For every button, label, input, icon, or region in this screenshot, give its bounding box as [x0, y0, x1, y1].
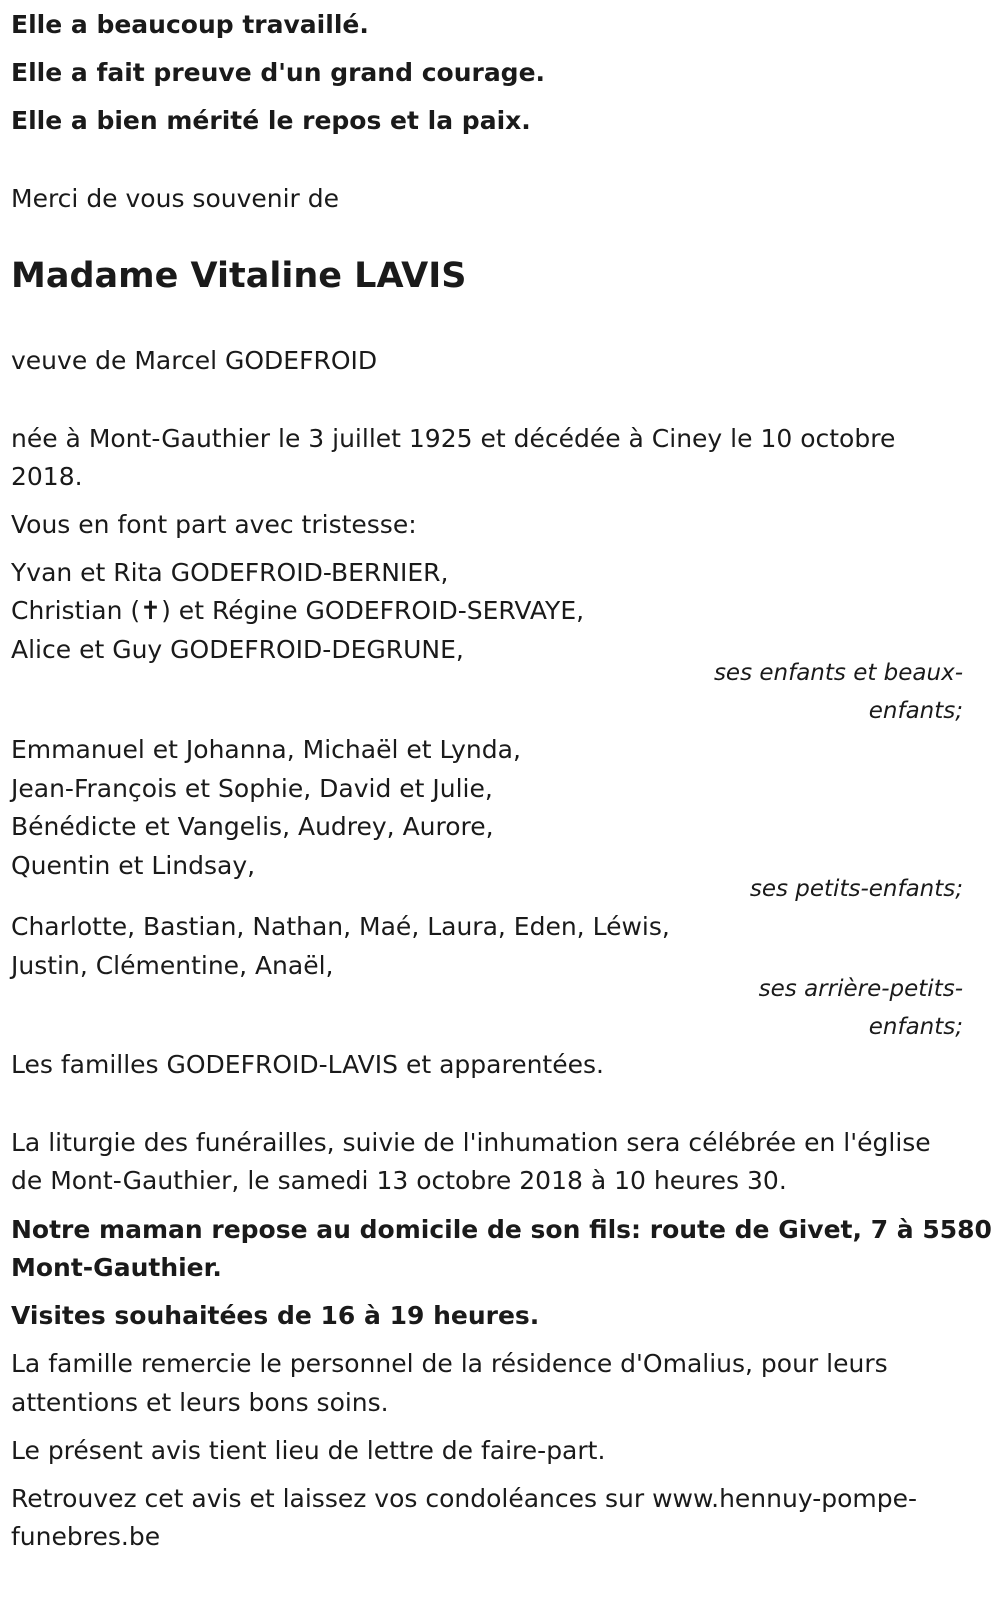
epitaph-line-2: Elle a fait preuve d'un grand courage. — [11, 58, 546, 87]
birth-death-line-1: née à Mont-Gauthier le 3 juillet 1925 et décédée à Ciney le 10 octobre — [11, 424, 896, 453]
families-text: Les familles GODEFROID-LAVIS et apparentées. — [11, 1050, 604, 1079]
great-grandchildren-role-label: ses arrière-petits-enfants; — [758, 976, 963, 1040]
widow-of-text: veuve de Marcel GODEFROID — [11, 346, 378, 375]
rest-place-line-1: Notre maman repose au domicile de son fils: route de Givet, 7 à 5580 — [11, 1215, 992, 1244]
epitaph-line-3: Elle a bien mérité le repos et la paix. — [11, 106, 531, 135]
visits-text: Visites souhaitées de 16 à 19 heures. — [11, 1301, 540, 1330]
children-line-3: Alice et Guy GODEFROID-DEGRUNE, — [11, 635, 464, 664]
great-grandchildren-line-2: Justin, Clémentine, Anaël, — [11, 951, 334, 980]
grandchildren-role-label: ses petits-enfants; — [749, 876, 963, 902]
great-grandchildren-line-1: Charlotte, Bastian, Nathan, Maé, Laura, Eden, Léwis, — [11, 912, 670, 941]
grandchildren-line-1: Emmanuel et Johanna, Michaël et Lynda, — [11, 735, 521, 764]
birth-death-line-2: 2018. — [11, 462, 83, 491]
grandchildren-line-4: Quentin et Lindsay, — [11, 851, 256, 880]
epitaph-line-1: Elle a beaucoup travaillé. — [11, 10, 369, 39]
notice-text: Le présent avis tient lieu de lettre de faire-part. — [11, 1436, 606, 1465]
children-line-2: Christian (✝) et Régine GODEFROID-SERVAYE, — [11, 596, 585, 625]
online-line-1: Retrouvez cet avis et laissez vos condoléances sur www.hennuy-pompe- — [11, 1484, 918, 1513]
announce-text: Vous en font part avec tristesse: — [11, 510, 417, 539]
grandchildren-line-2: Jean-François et Sophie, David et Julie, — [11, 774, 493, 803]
children-line-1: Yvan et Rita GODEFROID-BERNIER, — [11, 558, 449, 587]
online-line-2: funebres.be — [11, 1522, 161, 1551]
funeral-line-2: de Mont-Gauthier, le samedi 13 octobre 2018 à 10 heures 30. — [11, 1166, 787, 1195]
deceased-name: Madame Vitaline LAVIS — [11, 256, 467, 296]
thanks-line-2: attentions et leurs bons soins. — [11, 1388, 389, 1417]
funeral-line-1: La liturgie des funérailles, suivie de l'inhumation sera célébrée en l'église — [11, 1128, 931, 1157]
grandchildren-line-3: Bénédicte et Vangelis, Audrey, Aurore, — [11, 812, 494, 841]
rest-place-line-2: Mont-Gauthier. — [11, 1253, 222, 1282]
children-role-label: ses enfants et beaux-enfants; — [713, 660, 963, 724]
intro-text: Merci de vous souvenir de — [11, 184, 340, 213]
thanks-line-1: La famille remercie le personnel de la résidence d'Omalius, pour leurs — [11, 1349, 888, 1378]
